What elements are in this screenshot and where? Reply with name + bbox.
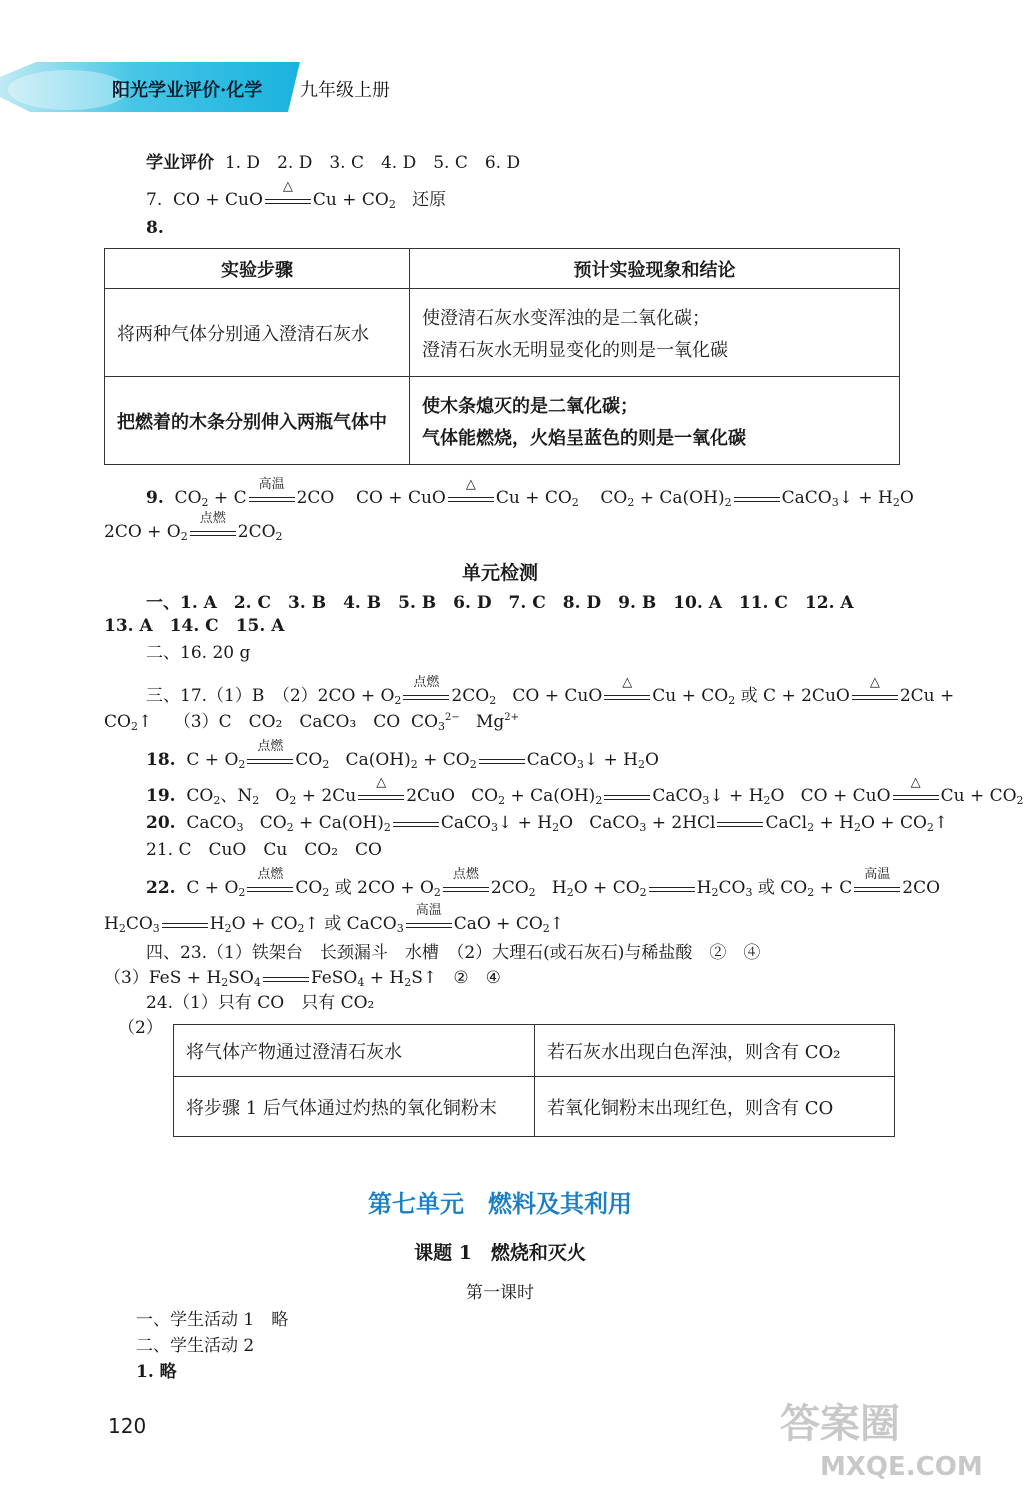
page-number: 120 <box>108 1414 147 1438</box>
watermark-url: MXQE.COM <box>820 1452 983 1482</box>
question-22-line2: $H_2CO_3$ $H_2O$ + $CO_2↑$ 或 CaCO$_3$ 高温 CaO + $CO_2↑$ <box>104 902 565 935</box>
question-23-line2: $(3)FeS + H_2SO_4$ FeSO$_4$ + $H_2S↑$ ② ④ <box>104 968 501 989</box>
question-7: 7. CO + CuO △ $Cu + CO_2$ 还原 <box>146 178 447 211</box>
period-title: 第一课时 <box>466 1283 534 1303</box>
watermark-logo: 答案圈 <box>780 1401 900 1447</box>
row2-result <box>410 377 900 465</box>
activity-2-item-1: 1. 略 <box>136 1362 177 1382</box>
question-24-line1: 24.（1）只有 CO 只有 CO₂ <box>146 993 375 1013</box>
table-row <box>105 377 900 465</box>
unit7-title: 第七单元 燃料及其利用 <box>368 1189 632 1218</box>
question-20: 20. CaCO$_3$ $CO_2 + Ca(OH)_2$ CaCO$_3$↓ + $H_2O$ CaCO$_3$ + 2HCl CaCl$_2$ + $H_2O$ + $CO_2↑$ <box>146 813 949 834</box>
row1-step: 将两种气体分别通入澄清石灰水 <box>105 289 410 377</box>
section-label: 学业评价 <box>146 153 214 173</box>
q23-tail: ② ④ <box>453 968 501 988</box>
reaction-arrow: △ <box>265 192 311 210</box>
row2-result-line1: 使木条熄灭的是二氧化碳； <box>422 395 638 417</box>
t2-row2-step: 将步骤 1 后气体通过灼热的氧化铜粉末 <box>174 1077 535 1137</box>
section-answers-line <box>146 153 520 173</box>
t2-row2-result: 若氧化铜粉末出现红色，则含有 CO <box>535 1077 895 1137</box>
activity-1: 一、学生活动 1 略 <box>136 1310 289 1330</box>
header-swoosh-decoration <box>8 70 128 110</box>
q17-prefix: 三、17.（1）B （2） <box>146 686 318 706</box>
row1-result-line1: 使澄清石灰水变浑浊的是二氧化碳； <box>422 307 710 329</box>
unit-test-line1: 一、1. A 2. C 3. B 4. B 5. B 6. D 7. C 8. D 9. B 10. A 11. C 12. A <box>146 593 854 613</box>
question-23-line1: 四、23.（1）铁架台 长颈漏斗 水槽 （2）大理石(或石灰石)与稀盐酸 ② ④ <box>146 943 761 963</box>
question-9-line2: $2CO + O_2$ 点燃 $2CO_2$ <box>104 510 283 543</box>
unit-test-line3: 二、16. 20 g <box>146 643 251 663</box>
table-row <box>105 289 900 377</box>
t2-row1-result: 若石灰水出现白色浑浊，则含有 CO₂ <box>535 1025 895 1077</box>
question-17-line1: 三、17.（1）B $(2)2CO + O_2$ 点燃 $2CO_2$ CO + CuO △ $Cu + CO_2$ 或 C + 2CuO △ 2Cu + <box>146 674 955 707</box>
row1-result <box>410 289 900 377</box>
t2-row1-step: 将气体产物通过澄清石灰水 <box>174 1025 535 1077</box>
table-row <box>174 1077 895 1137</box>
question-17-line2: $CO_2↑$ （3）C CO₂ CaCO₃ CO $CO_3^{2-}$ $Mg^{2+}$ <box>104 712 520 733</box>
experiment-table-2 <box>173 1024 895 1137</box>
question-24-line2: （2） <box>118 1018 163 1038</box>
unit-test-line2: 13. A 14. C 15. A <box>104 616 285 636</box>
activity-2: 二、学生活动 2 <box>136 1336 255 1356</box>
book-grade: 九年级上册 <box>300 80 390 101</box>
table-row <box>174 1025 895 1077</box>
question-18: 18. $C + O_2$ 点燃 $CO_2$ $Ca(OH)_2 + CO_2$ CaCO$_3$↓ + $H_2O$ <box>146 738 659 771</box>
q7-answer: 还原 <box>412 190 447 210</box>
lesson-title: 课题 1 燃烧和灭火 <box>414 1242 586 1264</box>
header-steps: 实验步骤 <box>105 249 410 289</box>
header-phenomena: 预计实验现象和结论 <box>410 249 900 289</box>
question-22-line1: 22. $C + O_2$ 点燃 $CO_2$ 或 $2CO + O_2$ 点燃 $2CO_2$ $H_2O + CO_2$ $H_2CO_3$ 或 $CO_2 + C$ 高温 2CO <box>146 866 941 899</box>
question-9-line1: 9. $CO_2 + C$ 高温 2CO CO + CuO △ $Cu + CO_2$ $CO_2 + Ca(OH)_2$ CaCO$_3$↓ + $H_2O$ <box>146 476 914 509</box>
row2-step: 把燃着的木条分别伸入两瓶气体中 <box>105 377 410 465</box>
question-21: 21. C CuO Cu CO₂ CO <box>146 840 382 860</box>
answers-1-6: 1. D 2. D 3. C 4. D 5. C 6. D <box>224 153 521 173</box>
row1-result-line2: 澄清石灰水无明显变化的则是一氧化碳 <box>422 339 728 361</box>
unit-test-title: 单元检测 <box>461 562 538 584</box>
experiment-table-1 <box>104 248 900 465</box>
question-8-label: 8. <box>146 218 164 238</box>
table-header-row <box>105 249 900 289</box>
book-title: 阳光学业评价·化学 <box>112 80 263 101</box>
row2-result-line2: 气体能燃烧，火焰呈蓝色的则是一氧化碳 <box>422 427 746 449</box>
q17-part3: （3）C CO₂ CaCO₃ CO <box>173 712 401 732</box>
question-19: 19. $CO_2$、$N_2$ $O_2 + 2Cu$ △ 2CuO $CO_2 + Ca(OH)_2$ CaCO$_3$↓ + $H_2O$ CO + CuO △ $Cu + CO_2$ <box>146 774 1024 807</box>
